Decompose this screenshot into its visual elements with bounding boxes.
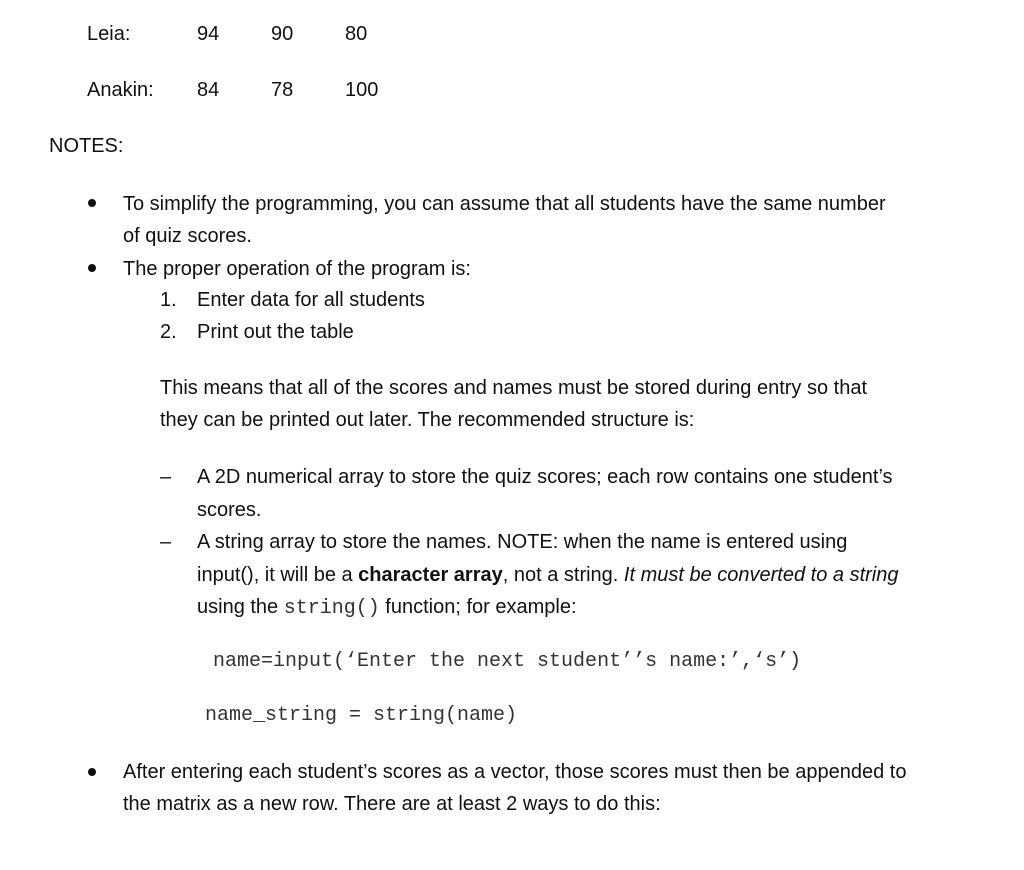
score-cell: 90 xyxy=(271,23,294,45)
bullet-icon xyxy=(88,768,96,776)
step-number: 1. xyxy=(160,289,177,311)
code-example-string: name_string = string(name) xyxy=(205,704,518,727)
score-cell: 94 xyxy=(197,23,220,45)
score-cell: 100 xyxy=(345,79,379,101)
dash-icon: – xyxy=(160,466,172,488)
student-name: Anakin: xyxy=(87,79,154,101)
bullet3-line2: the matrix as a new row. There are at least 2 ways to do this: xyxy=(123,793,661,815)
dash2-line2: input(), it will be a character array, not a string. It must be converted to a string xyxy=(197,564,899,586)
bullet2-intro: The proper operation of the program is: xyxy=(123,258,471,280)
inline-code: string() xyxy=(283,597,380,620)
dash-icon: – xyxy=(160,531,172,553)
step-number: 2. xyxy=(160,321,177,343)
explanation-line1: This means that all of the scores and names must be stored during entry so that xyxy=(160,377,868,399)
score-cell: 84 xyxy=(197,79,220,101)
dash1-line1: A 2D numerical array to store the quiz scores; each row contains one student’s xyxy=(197,466,893,488)
dash1-line2: scores. xyxy=(197,499,262,521)
bullet1-line2: of quiz scores. xyxy=(123,225,252,247)
score-cell: 78 xyxy=(271,79,294,101)
notes-heading: NOTES: xyxy=(49,135,124,157)
italic-phrase: It must be converted to a string xyxy=(623,564,899,586)
dash2-line3: using the string() function; for example: xyxy=(197,596,577,620)
student-name: Leia: xyxy=(87,23,131,45)
code-example-input: name=input(‘Enter the next student’’s name:’,‘s’) xyxy=(213,650,802,673)
step-text: Print out the table xyxy=(197,321,354,343)
bullet1-line1: To simplify the programming, you can assume that all students have the same number xyxy=(123,193,886,215)
bullet3-line1: After entering each student’s scores as a vector, those scores must then be appended to xyxy=(123,761,907,783)
bullet-icon xyxy=(88,264,96,272)
bullet-icon xyxy=(88,199,96,207)
step-text: Enter data for all students xyxy=(197,289,425,311)
dash2-line1: A string array to store the names. NOTE: when the name is entered using xyxy=(197,531,848,553)
explanation-line2: they can be printed out later. The recommended structure is: xyxy=(160,409,695,431)
bold-phrase: character array xyxy=(358,564,503,586)
score-cell: 80 xyxy=(345,23,368,45)
